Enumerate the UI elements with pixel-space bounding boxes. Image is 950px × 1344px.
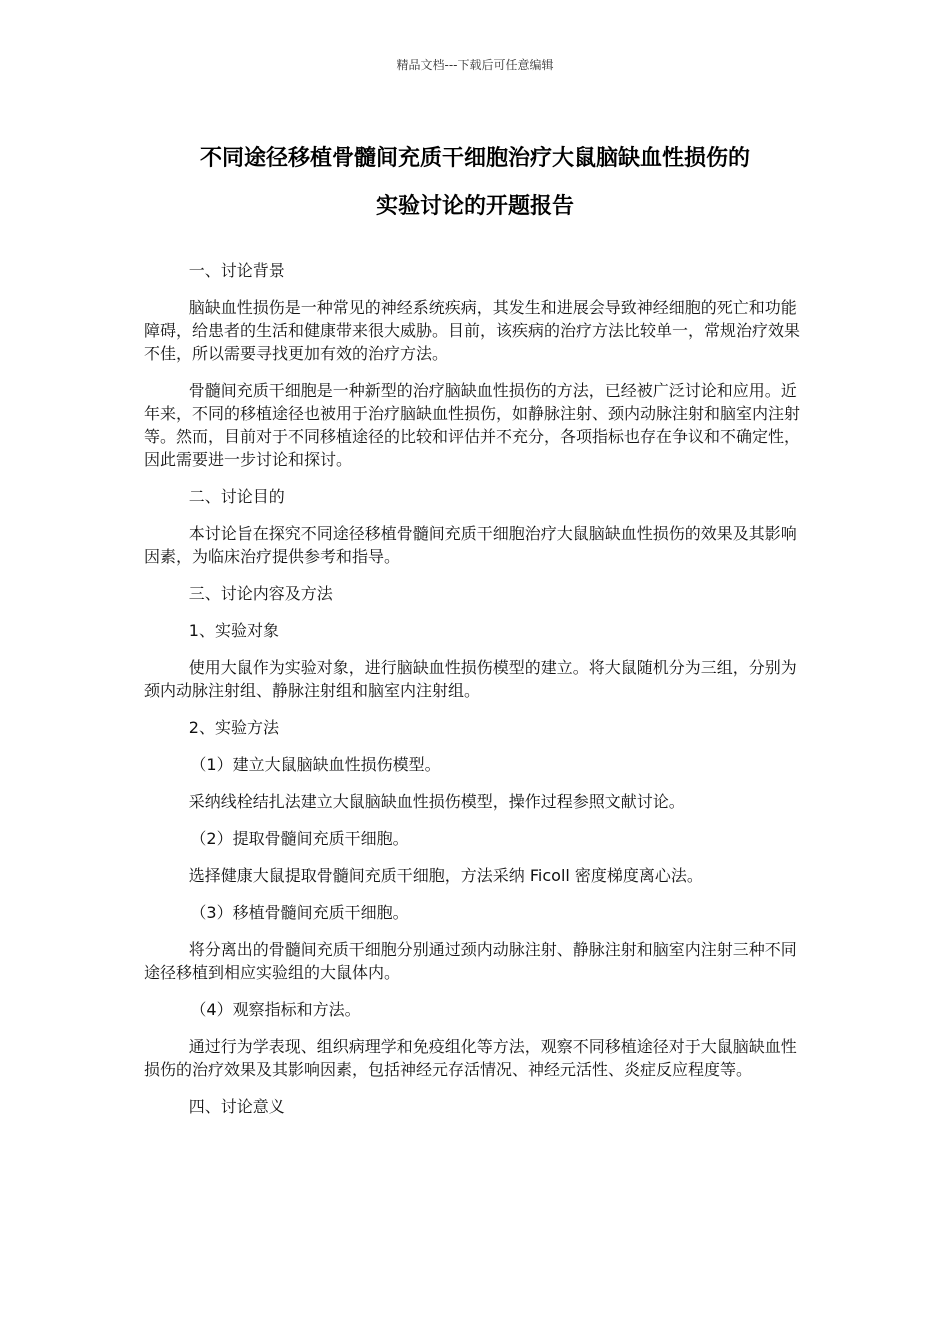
subjects-paragraph: 使用大鼠作为实验对象，进行脑缺血性损伤模型的建立。将大鼠随机分为三组，分别为颈内动脉注射组、静脉注射组和脑室内注射组。 [144,658,797,700]
background-paragraph-2: 骨髓间充质干细胞是一种新型的治疗脑缺血性损伤的方法，已经被广泛讨论和应用。近年来，不同的移植途径也被用于治疗脑缺血性损伤，如静脉注射、颈内动脉注射和脑室内注射等。然而，目前对于不同移植途径的比较和评估并不充分，各项指标也存在争议和不确定性，因此需要进一步讨论和探讨。 [144,381,801,469]
step-4-label: （4）观察指标和方法。 [190,1000,361,1019]
section-heading-purpose: 二、讨论目的 [188,487,285,506]
purpose-paragraph: 本讨论旨在探究不同途径移植骨髓间充质干细胞治疗大鼠脑缺血性损伤的效果及其影响因素，为临床治疗提供参考和指导。 [144,524,797,566]
step-4-text: 通过行为学表现、组织病理学和免疫组化等方法，观察不同移植途径对于大鼠脑缺血性损伤的治疗效果及其影响因素，包括神经元存活情况、神经元活性、炎症反应程度等。 [144,1037,797,1079]
step-2-text: 选择健康大鼠提取骨髓间充质干细胞，方法采纳 Ficoll 密度梯度离心法。 [188,866,703,885]
section-heading-significance: 四、讨论意义 [188,1097,285,1116]
section-heading-background: 一、讨论背景 [188,261,285,280]
subheading-methods: 2、实验方法 [188,718,279,737]
page-header: 精品文档---下载后可任意编辑 [396,58,554,72]
step-3-text: 将分离出的骨髓间充质干细胞分别通过颈内动脉注射、静脉注射和脑室内注射三种不同途径移植到相应实验组的大鼠体内。 [144,940,797,982]
document-body [144,259,806,1132]
title-line-2: 实验讨论的开题报告 [375,194,574,219]
step-3-label: （3）移植骨髓间充质干细胞。 [190,903,409,922]
background-paragraph-1: 脑缺血性损伤是一种常见的神经系统疾病，其发生和进展会导致神经细胞的死亡和功能障碍，给患者的生活和健康带来很大威胁。目前，该疾病的治疗方法比较单一，常规治疗效果不佳，所以需要寻找更加有效的治疗方法。 [144,298,801,363]
title-line-1: 不同途径移植骨髓间充质干细胞治疗大鼠脑缺血性损伤的 [199,146,750,171]
step-2-label: （2）提取骨髓间充质干细胞。 [190,829,409,848]
section-heading-methods: 三、讨论内容及方法 [188,584,333,603]
step-1-text: 采纳线栓结扎法建立大鼠脑缺血性损伤模型，操作过程参照文献讨论。 [188,792,685,811]
step-1-label: （1）建立大鼠脑缺血性损伤模型。 [190,755,441,774]
subheading-subjects: 1、实验对象 [188,621,279,640]
document-title [125,135,825,231]
